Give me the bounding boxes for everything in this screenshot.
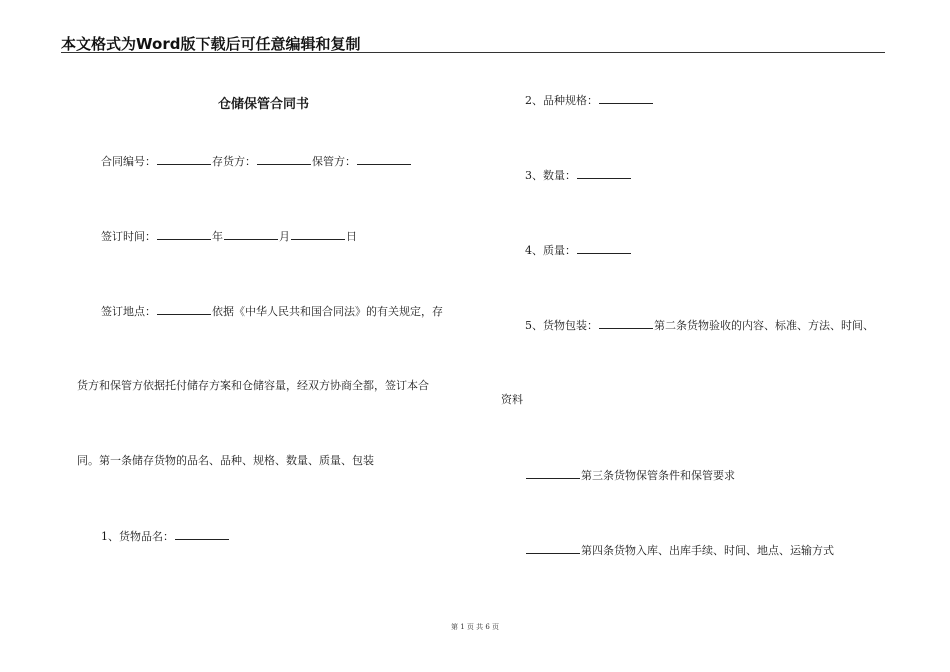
quality-label: 4、质量： <box>525 244 576 257</box>
year-label: 年 <box>212 230 223 243</box>
article-three-line <box>525 468 735 483</box>
variety-spec-line <box>525 93 654 108</box>
download-banner: 本文格式为Word版下载后可任意编辑和复制 <box>61 35 361 53</box>
article-two-heading: 第二条货物验收的内容、标准、方法、时间、 <box>654 319 874 332</box>
custodian-blank <box>357 154 411 165</box>
page-number: 第 1 页 共 6 页 <box>450 623 500 631</box>
year-blank <box>157 229 211 240</box>
materials-text: 资料 <box>501 393 523 406</box>
signing-date-line <box>101 229 357 244</box>
quantity-blank <box>577 168 631 179</box>
article-four-line <box>525 543 834 558</box>
document-title: 仓储保管合同书 <box>218 97 310 112</box>
article-three-heading: 第三条货物保管条件和保管要求 <box>581 469 735 482</box>
article-four-blank <box>526 543 580 554</box>
quality-blank <box>577 243 631 254</box>
article-three-blank <box>526 468 580 479</box>
signing-place-line <box>101 304 443 319</box>
depositor-label: 存货方： <box>212 155 256 168</box>
day-label: 日 <box>346 230 357 243</box>
quality-line <box>525 243 632 258</box>
goods-name-label: 1、货物品名： <box>101 530 174 543</box>
depositor-blank <box>257 154 311 165</box>
article-four-heading: 第四条货物入库、出库手续、时间、地点、运输方式 <box>581 544 834 557</box>
legal-basis-text: 依据《中华人民共和国合同法》的有关规定，存 <box>212 305 443 318</box>
contract-number-line <box>101 154 412 169</box>
paragraph-line: 货方和保管方依据托付储存方案和仓储容量，经双方协商全都，签订本合 <box>77 379 429 392</box>
day-blank <box>291 229 345 240</box>
custodian-label: 保管方： <box>312 155 356 168</box>
variety-spec-label: 2、品种规格： <box>525 94 598 107</box>
signing-place-label: 签订地点： <box>101 305 156 318</box>
packaging-label: 5、货物包装： <box>525 319 598 332</box>
header-rule <box>61 52 885 53</box>
goods-name-blank <box>175 529 229 540</box>
contract-number-label: 合同编号： <box>101 155 156 168</box>
quantity-label: 3、数量： <box>525 169 576 182</box>
contract-number-blank <box>157 154 211 165</box>
month-blank <box>224 229 278 240</box>
variety-spec-blank <box>599 93 653 104</box>
month-label: 月 <box>279 230 290 243</box>
signing-place-blank <box>157 304 211 315</box>
goods-name-line <box>101 529 230 544</box>
article-one-heading: 同。第一条储存货物的品名、品种、规格、数量、质量、包装 <box>77 454 374 467</box>
quantity-line <box>525 168 632 183</box>
packaging-blank <box>599 318 653 329</box>
packaging-line <box>525 318 874 333</box>
signing-date-label: 签订时间： <box>101 230 156 243</box>
